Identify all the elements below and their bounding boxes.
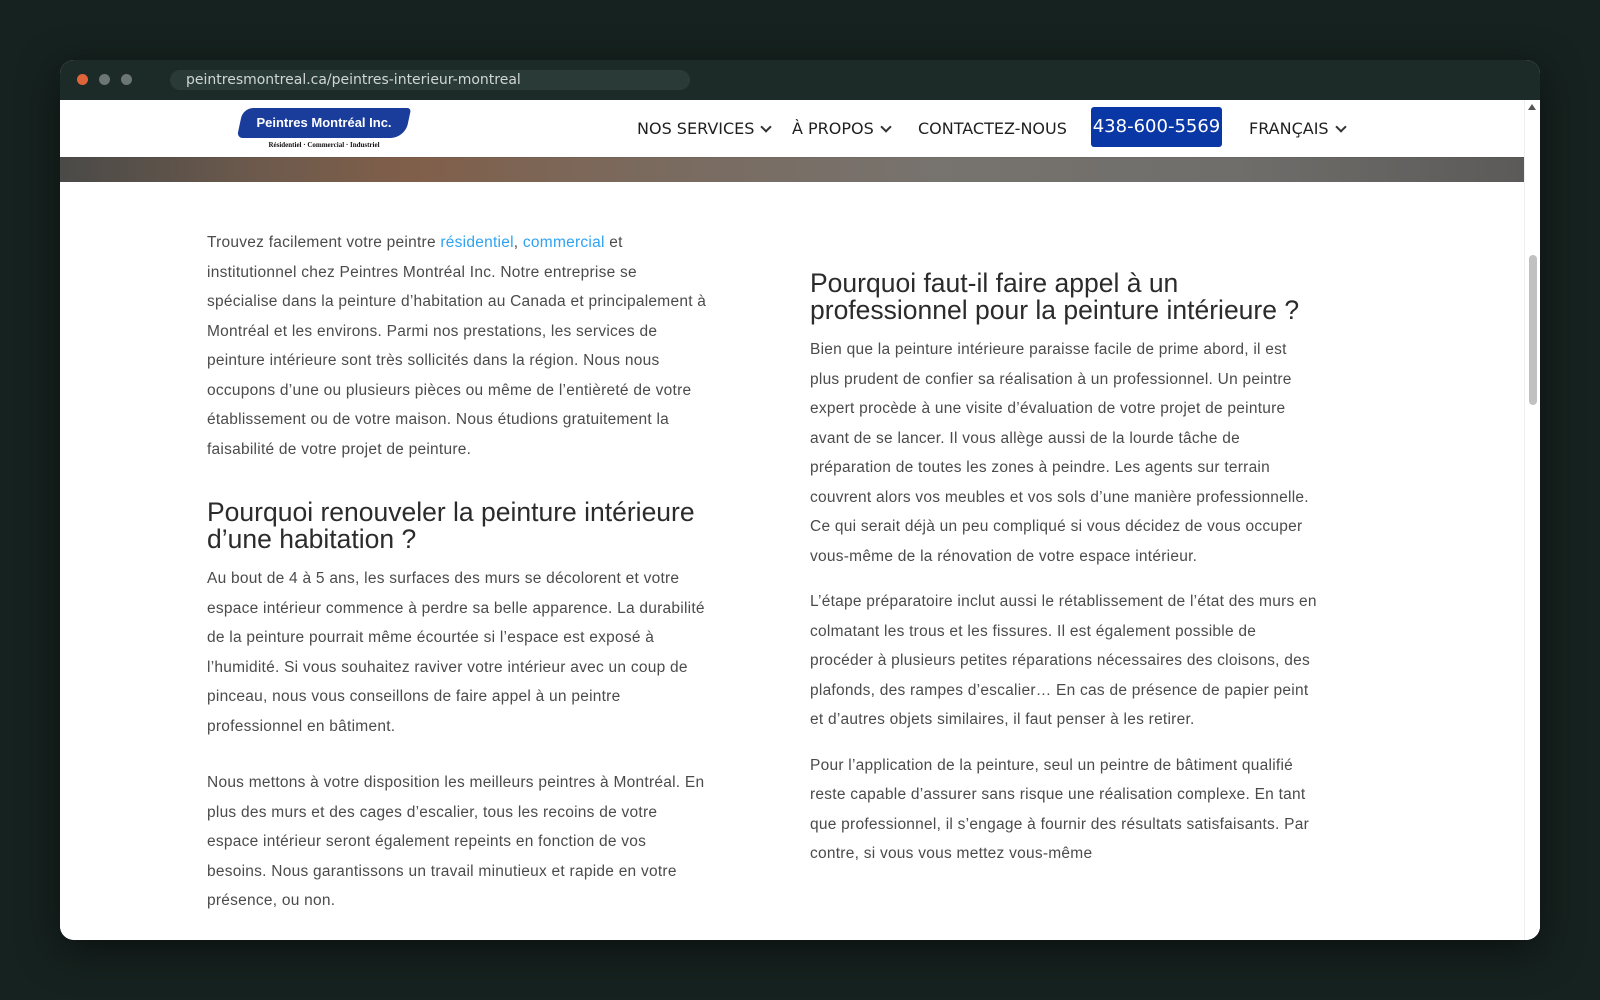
nav-contact[interactable] [918, 100, 1067, 157]
intro-text-start: Trouvez facilement votre peintre [207, 234, 441, 251]
scroll-up-arrow-icon[interactable] [1528, 104, 1536, 110]
commercial-link[interactable]: commercial [522, 234, 605, 251]
minimize-window-button[interactable] [99, 74, 110, 85]
left-paragraph-3: Nous mettons à votre disposition les meilleurs peintres à Montréal. En plus des murs et des cages d’escalier, tous les recoins de votre espace intérieur seront également repeints en fonction de vos besoins. Nous garantissons un travail minutieux et rapide en votre présence, ou non. [207, 774, 705, 909]
maximize-window-button[interactable] [121, 74, 132, 85]
chevron-down-icon [880, 121, 891, 132]
right-column [810, 270, 1320, 869]
scrollbar-thumb[interactable] [1529, 255, 1537, 405]
nav-about-label: À PROPOS [792, 119, 874, 138]
intro-comma: , [513, 234, 519, 251]
nav-language-label: FRANÇAIS [1249, 119, 1329, 138]
residential-link[interactable]: résidentiel [440, 234, 514, 251]
page-viewport [60, 100, 1540, 940]
intro-text-end: et institutionnel chez Peintres Montréal Inc. Notre entreprise se spécialise dans la peinture d’habitation au Canada et principalement à Montréal et les environs. Parmi nos prestations, les services de peinture intérieure sont très sollicités dans la région. Nous nous occupons d’une ou plusieurs pièces ou même de l’entièreté de votre établissement ou de votre maison. Nous étudions gratuitement la faisabilité de votre projet de peinture. [207, 234, 707, 458]
title-bar [60, 60, 1540, 100]
right-paragraph-3: Pour l’application de la peinture, seul un peintre de bâtiment qualifié reste capable d’assurer sans risque une réalisation complexe. En tant que professionnel, il s’engage à fournir des résultats satisfaisants. Par contre, si vous vous mettez vous-même [810, 756, 1310, 862]
logo-name: Peintres Montréal Inc. [256, 115, 392, 130]
browser-window [60, 60, 1540, 940]
site-logo[interactable] [240, 108, 408, 150]
nav-contact-label: CONTACTEZ-NOUS [918, 119, 1067, 138]
nav-services[interactable] [637, 100, 770, 157]
logo-tagline: Résidentiel · Commercial · Industriel [268, 141, 380, 149]
site-header [60, 100, 1525, 157]
left-heading: Pourquoi renouveler la peinture intérieure d’une habitation ? [207, 497, 695, 554]
right-paragraph-2: L’étape préparatoire inclut aussi le rétablissement de l’état des murs en colmatant les trous et les fissures. Il est également possible de procéder à plusieurs petites réparations nécessaires des cloisons, des plafonds, des rampes d’escalier… En cas de présence de papier peint et d’autres objets similaires, il faut penser à les retirer. [810, 593, 1317, 728]
phone-button[interactable]: 438-600-5569 [1091, 107, 1222, 147]
left-column [207, 228, 707, 916]
address-bar[interactable]: peintresmontreal.ca/peintres-interieur-montreal [170, 70, 690, 90]
chevron-down-icon [761, 121, 772, 132]
chevron-down-icon [1335, 121, 1346, 132]
nav-about[interactable] [792, 100, 890, 157]
right-heading: Pourquoi faut-il faire appel à un professionnel pour la peinture intérieure ? [810, 268, 1300, 325]
nav-services-label: NOS SERVICES [637, 119, 755, 138]
intro-paragraph [207, 228, 707, 464]
close-window-button[interactable] [77, 74, 88, 85]
nav-language[interactable] [1249, 100, 1345, 157]
vertical-scrollbar[interactable] [1524, 100, 1540, 940]
right-paragraph-1: Bien que la peinture intérieure paraisse facile de prime abord, il est plus prudent de confier sa réalisation à un professionnel. Un peintre expert procède à une visite d’évaluation de votre projet de peinture avant de se lancer. Il vous allège aussi de la lourde tâche de préparation de toutes les zones à peindre. Les agents sur terrain couvrent alors vos meubles et vos sols d’une manière professionnelle. Ce qui serait déjà un peu compliqué si vous décidez de vous occuper vous-même de la rénovation de votre espace intérieur. [810, 341, 1309, 565]
left-paragraph-2: Au bout de 4 à 5 ans, les surfaces des murs se décolorent et votre espace intérieur commence à perdre sa belle apparence. La durabilité de la peinture pourrait même écourtée si l’espace est exposé à l’humidité. Si vous souhaitez raviver votre intérieur avec un coup de pinceau, nous vous conseillons de faire appel à un peintre professionnel en bâtiment. [207, 570, 705, 735]
